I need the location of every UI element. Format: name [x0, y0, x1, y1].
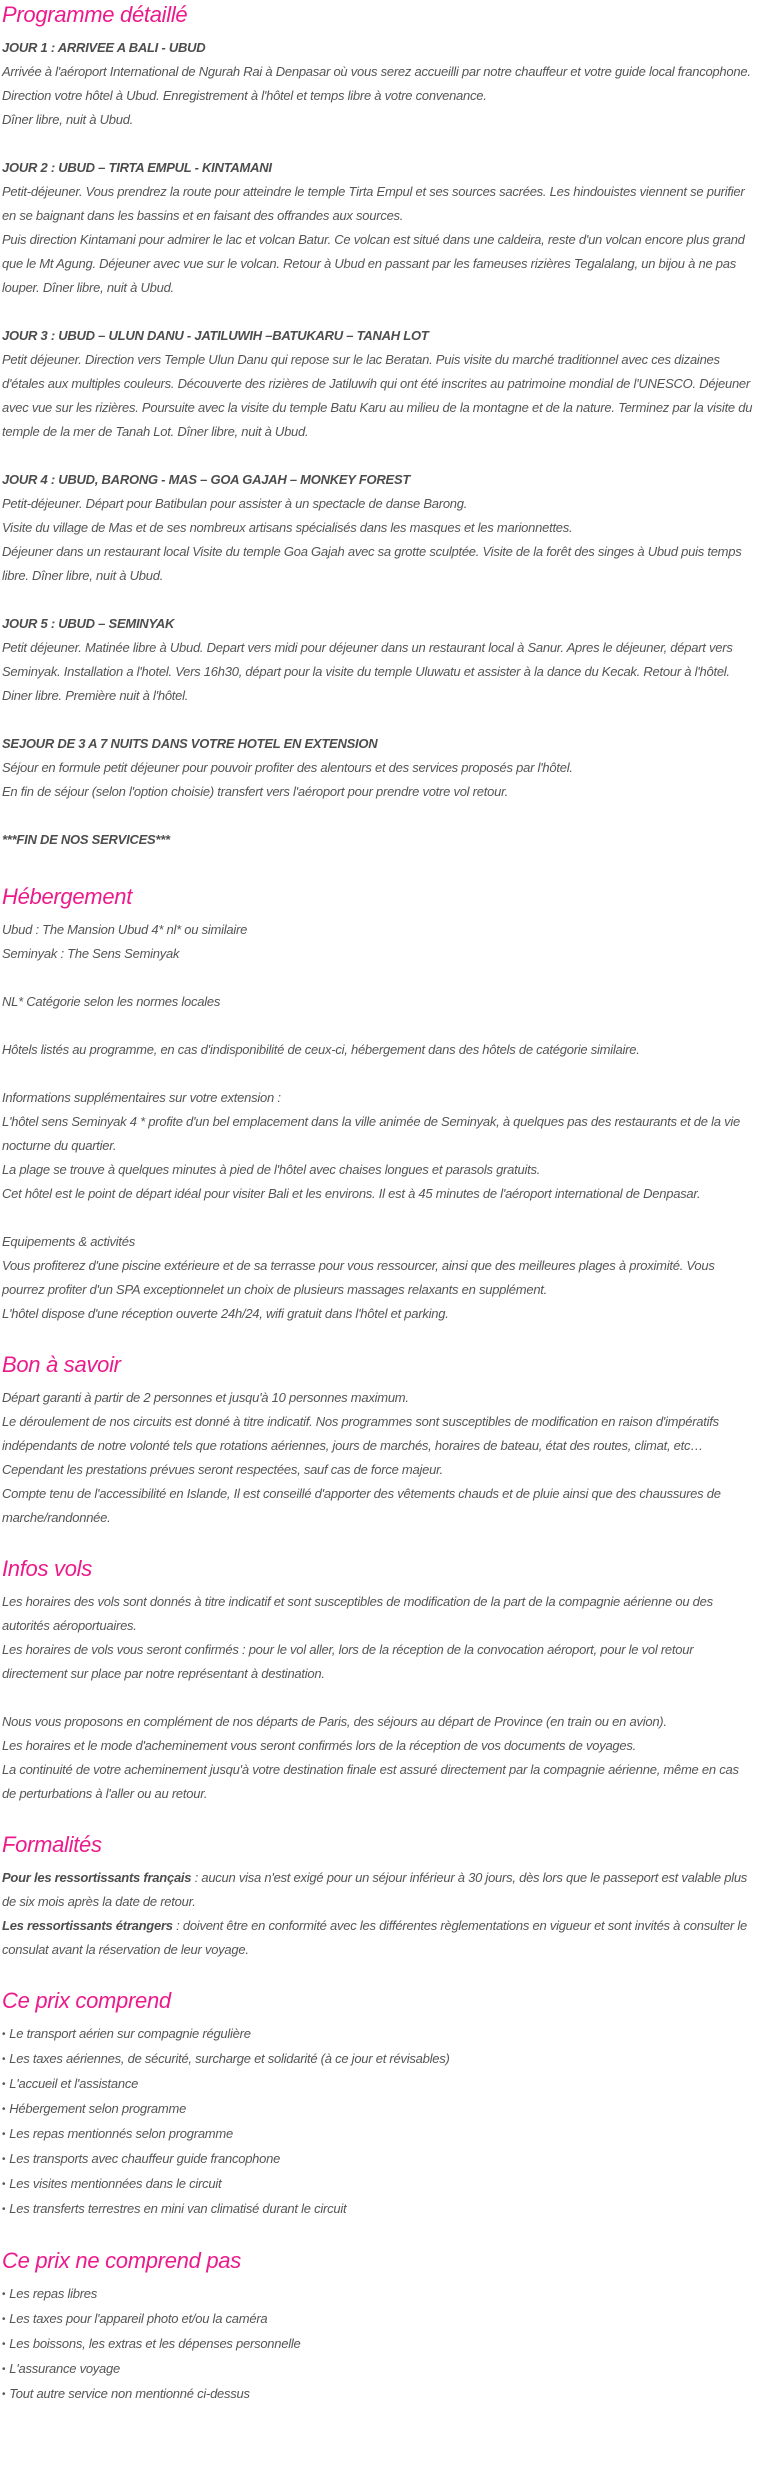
list-item: • Les taxes pour l'appareil photo et/ou la caméra	[2, 2311, 268, 2326]
prix-comprend-section	[2, 1986, 756, 2222]
bullet-icon: •	[2, 2364, 6, 2375]
info-text: Les horaires de vols vous seront confirmés : pour le vol aller, lors de la réception de la convocation aéroport, pour le vol retour directement sur place par notre représentant à destination.	[2, 1642, 694, 1681]
day-1	[2, 36, 756, 132]
day-title: JOUR 5 : UBUD – SEMINYAK	[2, 616, 175, 631]
formalite-item	[2, 1914, 756, 1962]
extension-info-heading: Informations supplémentaires sur votre extension :	[2, 1090, 281, 1105]
info-text: Départ garanti à partir de 2 personnes et jusqu'à 10 personnes maximum.	[2, 1390, 409, 1405]
day-text: Puis direction Kintamani pour admirer le lac et volcan Batur. Ce volcan est situé dans une caldeira, reste d'un volcan encore plus grand que le Mt Agung. Déjeuner avec vue sur le volcan. Retour à Ubud en passant par les fameuses rizières Tegalalang, un bijou à ne pas louper. Dîner libre, nuit à Ubud.	[2, 232, 745, 295]
day-text: Déjeuner dans un restaurant local Visite du temple Goa Gajah avec sa grotte sculptée. Visite de la forêt des singes à Ubud puis temps libre. Dîner libre, nuit à Ubud.	[2, 544, 742, 583]
day-title: JOUR 3 : UBUD – ULUN DANU - JATILUWIH –BATUKARU – TANAH LOT	[2, 328, 429, 343]
info-text: Le déroulement de nos circuits est donné à titre indicatif. Nos programmes sont susceptibles de modification en raison d'impératifs indépendants de notre volonté tels que rotations aériennes, jours de marchés, horaires de bateau, état des routes, climat, etc… Cependant les prestations prévues seront respectées, sauf cas de force majeur.	[2, 1414, 719, 1477]
day-3	[2, 324, 756, 444]
list-item: • Tout autre service non mentionné ci-dessus	[2, 2386, 250, 2401]
formalite-text: : doivent être en conformité avec les différentes règlementations en vigueur et sont invités à consulter le consulat avant la réservation de leur voyage.	[2, 1918, 747, 1957]
info-text: La continuité de votre acheminement jusqu'à votre destination finale est assuré directement par la compagnie aérienne, même en cas de perturbations à l'aller ou au retour.	[2, 1762, 739, 1801]
bullet-icon: •	[2, 2389, 6, 2400]
bullet-icon: •	[2, 2129, 6, 2140]
excluded-list	[2, 2282, 756, 2407]
hebergement-section	[2, 882, 756, 1326]
bullet-icon: •	[2, 2154, 6, 2165]
equipements-text: L'hôtel dispose d'une réception ouverte 24h/24, wifi gratuit dans l'hôtel et parking.	[2, 1306, 449, 1321]
info-text: Les horaires des vols sont donnés à titre indicatif et sont susceptibles de modification de la part de la compagnie aérienne ou des autorités aéroportuaires.	[2, 1594, 713, 1633]
extension-stay	[2, 732, 756, 804]
day-text: Petit-déjeuner. Vous prendrez la route pour atteindre le temple Tirta Empul et ses sources sacrées. Les hindouistes viennent se purifier en se baignant dans les bassins et en faisant des offrandes aux sources.	[2, 184, 745, 223]
bullet-icon: •	[2, 2029, 6, 2040]
day-text: Petit déjeuner. Direction vers Temple Ulun Danu qui repose sur le lac Beratan. Puis visite du marché traditionnel avec ces dizaines d'étales aux multiples couleurs. Découverte des rizières de Jatiluwih qui ont été inscrites au patrimoine mondial de l'UNESCO. Déjeuner avec vue sur les rizières. Poursuite avec la visite du temple Batu Karu au milieu de la montagne et de la nature. Terminez par la visite du temple de la mer de Tanah Lot. Dîner libre, nuit à Ubud.	[2, 352, 753, 439]
bullet-icon: •	[2, 2179, 6, 2190]
formalite-label: Pour les ressortissants français	[2, 1870, 192, 1885]
list-item: • L'accueil et l'assistance	[2, 2076, 139, 2091]
section-title-infos-vols: Infos vols	[2, 1556, 92, 1581]
list-item: • Les boissons, les extras et les dépenses personnelle	[2, 2336, 301, 2351]
list-item: • Hébergement selon programme	[2, 2101, 187, 2116]
list-item: • L'assurance voyage	[2, 2361, 120, 2376]
day-title: JOUR 2 : UBUD – TIRTA EMPUL - KINTAMANI	[2, 160, 272, 175]
day-text: Dîner libre, nuit à Ubud.	[2, 112, 134, 127]
day-text: Petit déjeuner. Matinée libre à Ubud. Depart vers midi pour déjeuner dans un restaurant local à Sanur. Apres le déjeuner, départ vers Seminyak. Installation a l'hotel. Vers 16h30, départ pour la visite du temple Uluwatu et assister à la dance du Kecak. Retour à l'hôtel. Diner libre. Première nuit à l'hôtel.	[2, 640, 733, 703]
section-title-prix-comprend: Ce prix comprend	[2, 1988, 171, 2013]
day-text: Visite du village de Mas et de ses nombreux artisans spécialisés dans les masques et les marionnettes.	[2, 520, 573, 535]
equipements-heading: Equipements & activités	[2, 1234, 135, 1249]
section-title-prix-ne-comprend-pas: Ce prix ne comprend pas	[2, 2248, 241, 2273]
extension-info-text: Cet hôtel est le point de départ idéal pour visiter Bali et les environs. Il est à 45 minutes de l'aéroport international de Denpasar.	[2, 1186, 701, 1201]
day-5	[2, 612, 756, 708]
infos-vols-section	[2, 1554, 756, 1806]
extension-info-text: L'hôtel sens Seminyak 4 * profite d'un bel emplacement dans la ville animée de Seminyak, à quelques pas des restaurants et de la vie nocturne du quartier.	[2, 1114, 740, 1153]
bullet-icon: •	[2, 2314, 6, 2325]
list-item: • Le transport aérien sur compagnie régulière	[2, 2026, 251, 2041]
day-2	[2, 156, 756, 300]
formalites-section	[2, 1830, 756, 1962]
section-title-programme: Programme détaillé	[2, 2, 188, 27]
bullet-icon: •	[2, 2054, 6, 2065]
equipements-text: Vous profiterez d'une piscine extérieure et de sa terrasse pour vous ressourcer, ainsi que des meilleures plages à proximité. Vous pourrez profiter d'un SPA exceptionnelet un choix de plusieurs massages relaxants en supplément.	[2, 1258, 715, 1297]
included-list	[2, 2022, 756, 2222]
bullet-icon: •	[2, 2204, 6, 2215]
section-title-hebergement: Hébergement	[2, 884, 132, 909]
day-text: Arrivée à l'aéroport International de Ngurah Rai à Denpasar où vous serez accueilli par notre chauffeur et votre guide local francophone. Direction votre hôtel à Ubud. Enregistrement à l'hôtel et temps libre à votre convenance.	[2, 64, 751, 103]
end-of-services-note: ***FIN DE NOS SERVICES***	[2, 832, 170, 847]
bullet-icon: •	[2, 2104, 6, 2115]
list-item: • Les transferts terrestres en mini van climatisé durant le circuit	[2, 2201, 347, 2216]
hotel-line: Ubud : The Mansion Ubud 4* nl* ou similaire	[2, 922, 248, 937]
day-title: SEJOUR DE 3 A 7 NUITS DANS VOTRE HOTEL EN EXTENSION	[2, 736, 378, 751]
bullet-icon: •	[2, 2289, 6, 2300]
day-title: JOUR 4 : UBUD, BARONG - MAS – GOA GAJAH – MONKEY FOREST	[2, 472, 411, 487]
bullet-icon: •	[2, 2339, 6, 2350]
list-item: • Les taxes aériennes, de sécurité, surcharge et solidarité (à ce jour et révisables)	[2, 2051, 450, 2066]
extension-info-text: La plage se trouve à quelques minutes à pied de l'hôtel avec chaises longues et parasols gratuits.	[2, 1162, 541, 1177]
list-item: • Les visites mentionnées dans le circuit	[2, 2176, 222, 2191]
list-item: • Les transports avec chauffeur guide francophone	[2, 2151, 281, 2166]
availability-note: Hôtels listés au programme, en cas d'indisponibilité de ceux-ci, hébergement dans des hôtels de catégorie similaire.	[2, 1042, 640, 1057]
bullet-icon: •	[2, 2079, 6, 2090]
formalite-text: : aucun visa n'est exigé pour un séjour inférieur à 30 jours, dès lors que le passeport est valable plus de six mois après la date de retour.	[2, 1870, 748, 1909]
info-text: Compte tenu de l'accessibilité en Islande, Il est conseillé d'apporter des vêtements chauds et de pluie ainsi que des chaussures de marche/randonnée.	[2, 1486, 721, 1525]
info-text: Nous vous proposons en complément de nos départs de Paris, des séjours au départ de Province (en train ou en avion).	[2, 1714, 667, 1729]
list-item: • Les repas libres	[2, 2286, 98, 2301]
programme-section	[2, 0, 756, 852]
section-title-bon-a-savoir: Bon à savoir	[2, 1352, 121, 1377]
day-4	[2, 468, 756, 588]
prix-ne-comprend-pas-section	[2, 2246, 756, 2407]
formalite-label: Les ressortissants étrangers	[2, 1918, 173, 1933]
category-note: NL* Catégorie selon les normes locales	[2, 994, 221, 1009]
day-title: JOUR 1 : ARRIVEE A BALI - UBUD	[2, 40, 206, 55]
section-title-formalites: Formalités	[2, 1832, 102, 1857]
day-text: En fin de séjour (selon l'option choisie) transfert vers l'aéroport pour prendre votre vol retour.	[2, 784, 509, 799]
list-item: • Les repas mentionnés selon programme	[2, 2126, 233, 2141]
bon-a-savoir-section	[2, 1350, 756, 1530]
formalite-item	[2, 1866, 756, 1914]
day-text: Petit-déjeuner. Départ pour Batibulan pour assister à un spectacle de danse Barong.	[2, 496, 468, 511]
info-text: Les horaires et le mode d'acheminement vous seront confirmés lors de la réception de vos documents de voyages.	[2, 1738, 637, 1753]
day-text: Séjour en formule petit déjeuner pour pouvoir profiter des alentours et des services proposés par l'hôtel.	[2, 760, 573, 775]
hotel-line: Seminyak : The Sens Seminyak	[2, 946, 180, 961]
